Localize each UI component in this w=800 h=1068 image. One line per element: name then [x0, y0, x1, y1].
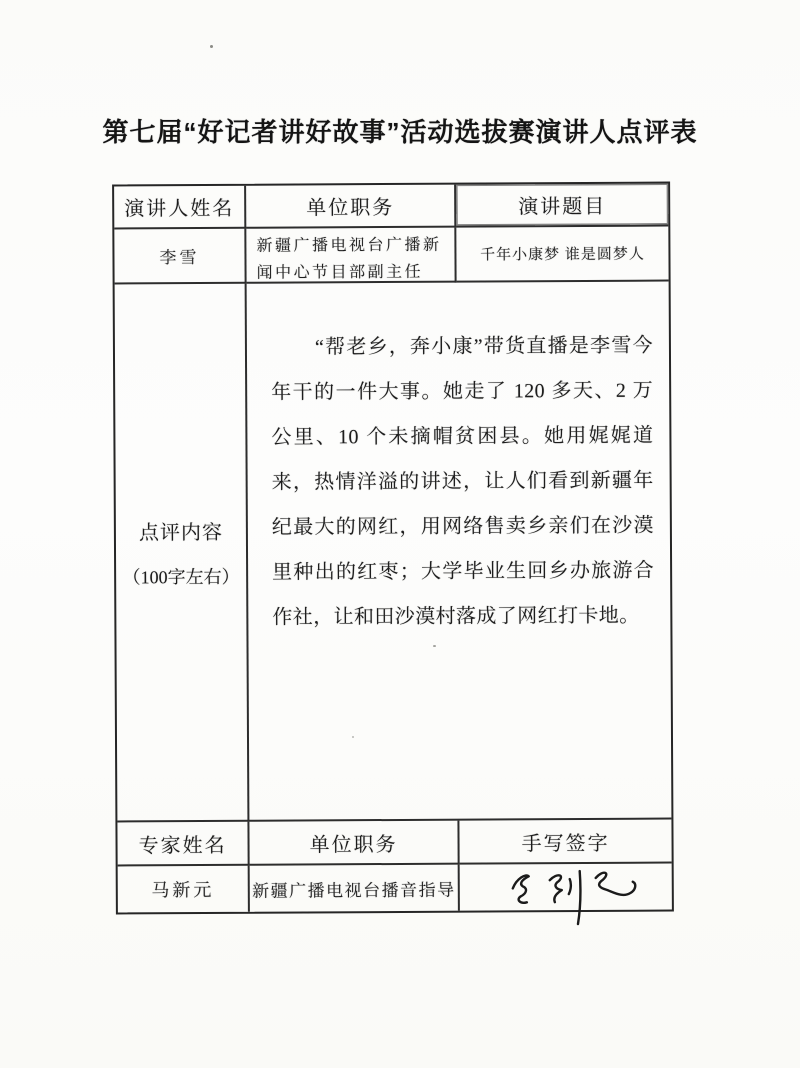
expert-unit-position-value: 新疆广播电视台播音指导	[250, 865, 460, 912]
signature-cell	[460, 864, 672, 911]
review-content-text: “帮老乡，奔小康”带货直播是李雪今年干的一件大事。她走了 120 多天、2 万公里、10 个未摘帽贫困县。她用娓娓道来，热情洋溢的讲述，让人们看到新疆年纪最大的网红，用网络售卖乡亲们在沙漠里种出的红枣；大学毕业生回乡办旅游合作社，让和田沙漠村落成了网红打卡地。	[271, 334, 655, 629]
header-expert-unit-position: 单位职务	[249, 821, 459, 866]
review-label-note: （100字左右）	[122, 566, 240, 587]
header-expert-name: 专家姓名	[117, 822, 249, 867]
review-form-table	[112, 182, 674, 915]
speaker-unit-position-value: 新疆广播电视台广播新闻中心节目部副主任	[246, 228, 456, 284]
header-speaker-name: 演讲人姓名	[114, 186, 246, 230]
header-unit-position: 单位职务	[246, 185, 456, 229]
speaker-name-value: 李雪	[114, 229, 246, 285]
header-handwritten-signature: 手写签字	[459, 820, 671, 865]
review-content-cell	[247, 282, 672, 822]
expert-name-value: 马新元	[118, 866, 250, 913]
handwritten-signature	[506, 862, 646, 931]
header-speech-topic: 演讲题目	[456, 184, 668, 228]
review-label-cell	[115, 284, 250, 823]
review-label: 点评内容	[138, 521, 223, 544]
speech-topic-value: 千年小康梦 谁是圆梦人	[456, 227, 668, 283]
scan-speck	[210, 45, 213, 48]
page-title: 第七届“好记者讲好故事”活动选拔赛演讲人点评表	[102, 117, 698, 147]
